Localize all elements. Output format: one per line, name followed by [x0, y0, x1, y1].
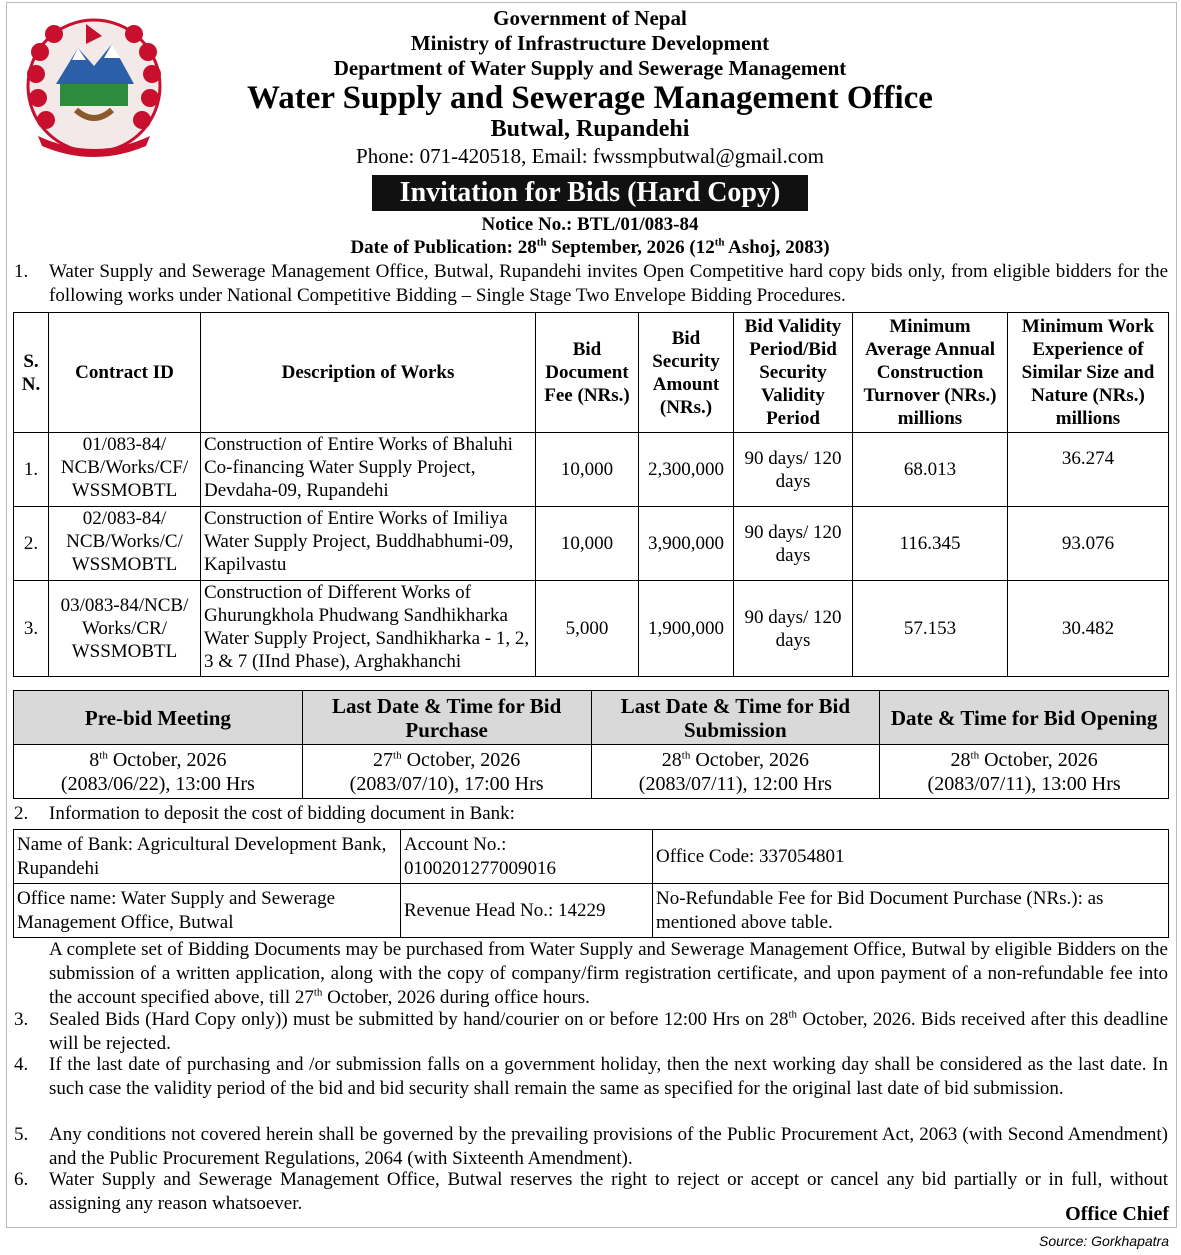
- para-2-details: A complete set of Bidding Documents may be purchased from Water Supply and Sewerage Management Office, Butwal by eligible Bidders on the submission of a written application, along with the copy of company/firm registration certificate, and upon payment of a non-refundable fee into the account specified above, till 27th October, 2026 during office hours.: [49, 939, 1168, 1008]
- office-name: Office name: Water Supply and Sewerage Management Office, Butwal: [14, 884, 401, 938]
- works-header-row: [14, 313, 1169, 433]
- revenue-head: Revenue Head No.: 14229: [401, 884, 653, 938]
- bank-table: [13, 829, 1169, 938]
- bank-name: Name of Bank: Agricultural Development Bank, Rupandehi: [14, 830, 401, 884]
- fee-note: No-Refundable Fee for Bid Document Purchase (NRs.): as mentioned above table.: [653, 884, 1169, 938]
- para-5: 5. Any conditions not covered herein shall be governed by the prevailing provisions of the Public Procurement Act, 2063 (with Second Amendment) and the Public Procurement Regulations, 2064 (with Sixteenth Amendment).: [14, 1124, 1168, 1169]
- dates-table: [13, 690, 1169, 799]
- works-table: [13, 312, 1169, 677]
- office-location: Butwal, Rupandehi: [490, 116, 690, 142]
- prebid-date: 8th October, 2026 (2083/06/22), 13:00 Hrs: [14, 745, 303, 799]
- dates-header-row: [14, 691, 1169, 745]
- col-turnover: Minimum Average Annual Construction Turnover (NRs.) millions: [853, 313, 1008, 433]
- col-experience: Minimum Work Experience of Similar Size and Nature (NRs.) millions: [1008, 313, 1169, 433]
- para-1: 1. Water Supply and Sewerage Management Office, Butwal, Rupandehi invites Open Competitive hard copy bids only, from eligible bidders for the following works under National Competitive Bidding – Single Stage Two Envelope Bidding Procedures.: [14, 261, 1168, 306]
- col-opening: Date & Time for Bid Opening: [880, 691, 1169, 745]
- office-code: Office Code: 337054801: [653, 830, 1169, 884]
- table-row: 2. 02/083-84/ NCB/Works/C/ WSSMOBTL Construction of Entire Works of Imiliya Water Supply Project, Buddhabhumi-09, Kapilvastu 10,000 3,900,000 90 days/ 120 days 116.345 93.076: [14, 507, 1169, 581]
- col-sn: S. N.: [14, 313, 49, 433]
- source-credit: Source: Gorkhapatra: [1039, 1233, 1169, 1249]
- account-number: Account No.: 0100201277009016: [401, 830, 653, 884]
- signature: Office Chief: [1065, 1203, 1169, 1225]
- col-description: Description of Works: [201, 313, 536, 433]
- submission-date: 28th October, 2026 (2083/07/11), 12:00 Hrs: [591, 745, 880, 799]
- purchase-date: 27th October, 2026 (2083/07/10), 17:00 Hrs: [302, 745, 591, 799]
- col-prebid: Pre-bid Meeting: [14, 691, 303, 745]
- contact-line: Phone: 071-420518, Email: fwssmpbutwal@gmail.com: [356, 144, 824, 168]
- publication-date: Date of Publication: 28th September, 2026 (12th Ashoj, 2083): [350, 236, 830, 258]
- col-validity: Bid Validity Period/Bid Security Validity Period: [734, 313, 853, 433]
- table-row: 3. 03/083-84/NCB/ Works/CR/ WSSMOBTL Construction of Different Works of Ghurungkhola Phudwang Sandhikharka Water Supply Project, Sandhikharka - 1, 2, 3 & 7 (IInd Phase), Arghakhanchi 5,000 1,900,000 90 days/ 120 days 57.153 30.482: [14, 581, 1169, 677]
- para-6: 6. Water Supply and Sewerage Management Office, Butwal reserves the right to reject or accept or cancel any bid partially or in full, without assigning any reason whatsoever.: [14, 1169, 1168, 1214]
- col-purchase: Last Date & Time for Bid Purchase: [302, 691, 591, 745]
- col-fee: Bid Document Fee (NRs.): [536, 313, 639, 433]
- para-2: 2. Information to deposit the cost of bidding document in Bank:: [14, 803, 515, 824]
- col-security: Bid Security Amount (NRs.): [639, 313, 734, 433]
- dates-row: [14, 745, 1169, 799]
- opening-date: 28th October, 2026 (2083/07/11), 13:00 Hrs: [880, 745, 1169, 799]
- col-contract-id: Contract ID: [49, 313, 201, 433]
- table-row: 1. 01/083-84/ NCB/Works/CF/ WSSMOBTL Construction of Entire Works of Bhaluhi Co-financing Water Supply Project, Devdaha-09, Rupandehi 10,000 2,300,000 90 days/ 120 days 68.013 36.274: [14, 433, 1169, 507]
- office-title: Water Supply and Sewerage Management Office: [247, 80, 933, 116]
- para-3: 3. Sealed Bids (Hard Copy only)) must be submitted by hand/courier on or before 12:00 Hrs on 28th October, 2026. Bids received after this deadline will be rejected.: [14, 1008, 1169, 1054]
- notice-number: Notice No.: BTL/01/083-84: [481, 214, 699, 235]
- para-4: 4. If the last date of purchasing and /or submission falls on a government holiday, then the next working day shall be considered as the last date. In such case the validity period of the bid and bid security shall remain the same as specified for the original last date of bid submission.: [14, 1054, 1168, 1099]
- gov-line: Government of Nepal: [493, 6, 687, 30]
- ministry-line: Ministry of Infrastructure Development: [410, 31, 770, 55]
- notice-title: Invitation for Bids (Hard Copy): [372, 175, 808, 211]
- department-line: Department of Water Supply and Sewerage Management: [333, 56, 847, 80]
- col-submission: Last Date & Time for Bid Submission: [591, 691, 880, 745]
